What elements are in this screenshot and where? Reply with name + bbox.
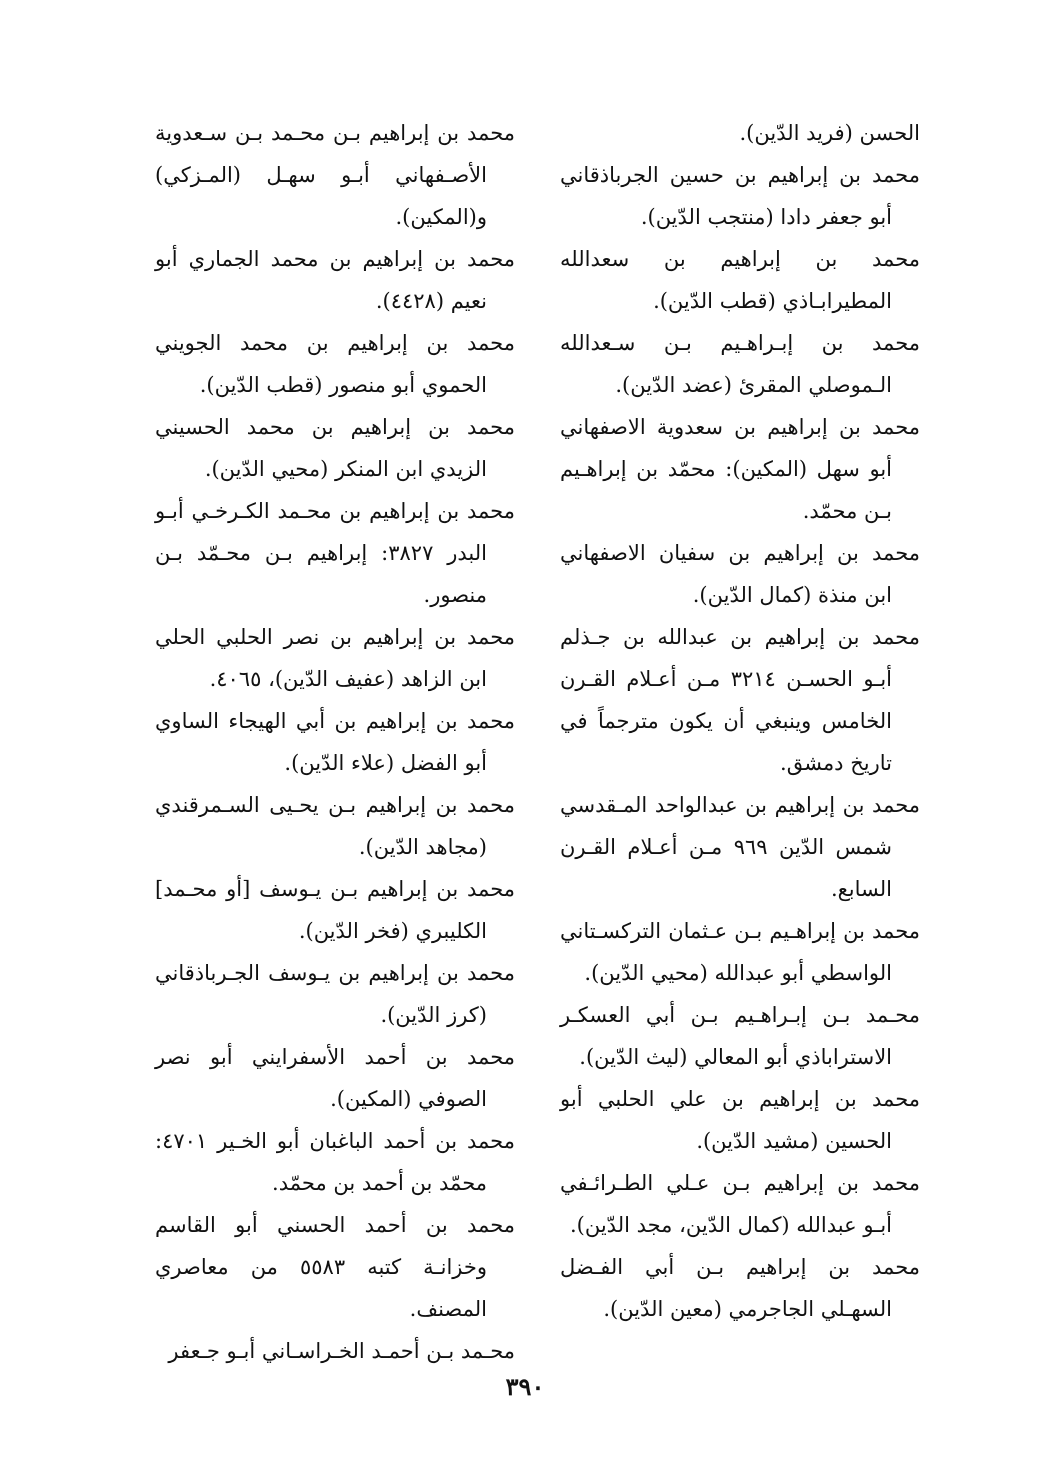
entry: محمد بن إبراهيم بـن محـمد بـن سـعدوية الأصـفهاني أبـو سهـل (المـزكي) و(المكين). [155, 121, 515, 229]
entry: محمد بن إبراهيم بـن يحـيى السـمرقندي (مجاهد الدّين). [155, 793, 515, 859]
entry: الحسن (فريد الدّين). [739, 121, 920, 145]
right-column [560, 112, 920, 1330]
page-number: ٣٩٠ [505, 1372, 545, 1401]
entry: محـمد بـن إبـراهـيم بـن أبي العسكـر الاستراباذي أبو المعالي (ليث الدّين). [560, 1003, 920, 1069]
entry: محمد بن إبراهيم بن علي الحلبي أبو الحسين (مشيد الدّين). [560, 1087, 920, 1153]
entry: محمد بن إبراهيم بن يـوسف الجـرباذقاني (كرز الدّين). [155, 961, 515, 1027]
entry: محمد بن إبراهيم بن عبدالله بن جـذلم أبـو الحسـن ٣٢١٤ مـن أعـلام القـرن الخامس وينبغي أن يكون مترجماً في تاريخ دمشق. [560, 625, 920, 775]
entry: محمد بن إبراهيم بـن عـلي الطـرائـفي أبـو عبدالله (كمال الدّين، مجد الدّين). [560, 1171, 920, 1237]
entry: محمد بن أحمد الأسفرايني أبو نصر الصوفي (المكين). [155, 1045, 515, 1111]
entry: محمد بن إبراهيم بن حسين الجرباذقاني أبو جعفر دادا (منتجب الدّين). [560, 163, 920, 229]
entry: محمد بن أحمد الحسني أبو القاسم وخزانـة كتبه ٥٥٨٣ من معاصري المصنف. [155, 1213, 515, 1321]
entry: محـمد بـن أحمـد الخـراسـاني أبـو جـعفر [168, 1339, 515, 1363]
entry: محمد بن إبراهيم بن محمد الحسيني الزيدي ابن المنكر (محيي الدّين). [155, 415, 515, 481]
entry: محمد بن إبراهيم بن سعدالله المطيرابـاذي (قطب الدّين). [560, 247, 920, 313]
entry: محمد بن إبراهيم بـن أبي الفـضل السهـلي الجاجرمي (معين الدّين). [560, 1255, 920, 1321]
entry: محمد بن إبراهيم بن محـمد الكـرخـي أبـو البدر ٣٨٢٧: إبراهيم بـن محـمّد بـن منصور. [155, 499, 515, 607]
entry: محمد بن إبراهيم بن أبي الهيجاء الساوي أبو الفضل (علاء الدّين). [155, 709, 515, 775]
left-column [155, 112, 515, 1372]
entry: محمد بن إبراهيم بن سفيان الاصفهاني ابن منذة (كمال الدّين). [560, 541, 920, 607]
entry: محمد بن إبراهيم بن محمد الجويني الحموي أبو منصور (قطب الدّين). [155, 331, 515, 397]
entry: محمد بن إبراهيم بـن يـوسف [أو محـمد] الكليبري (فخر الدّين). [155, 877, 515, 943]
entry: محمد بن إبراهيم بن سعدوية الاصفهاني أبو سهل (المكين): محمّد بن إبراهـيم بـن محمّد. [560, 415, 920, 523]
entry: محمد بن إبـراهـيم بـن سـعدالله الـموصلي المقرئ (عضد الدّين). [560, 331, 920, 397]
entry: محمد بن إبراهيم بن محمد الجماري أبو نعيم (٤٤٢٨). [155, 247, 515, 313]
entry: محمد بن إبراهـيم بـن عـثمان التركسـتاني الواسطي أبو عبدالله (محيي الدّين). [560, 919, 920, 985]
entry: محمد بن أحمد الباغبان أبو الخـير ٤٧٠١: محمّد بن أحمد بن محمّد. [155, 1129, 515, 1195]
entry: محمد بن إبراهيم بن نصر الحلبي الحلي ابن الزاهد (عفيف الدّين)، ٤٠٦٥. [155, 625, 515, 691]
entry: محمد بن إبراهيم بن عبدالواحد المـقدسي شمس الدّين ٩٦٩ مـن أعـلام القـرن السابع. [560, 793, 920, 901]
